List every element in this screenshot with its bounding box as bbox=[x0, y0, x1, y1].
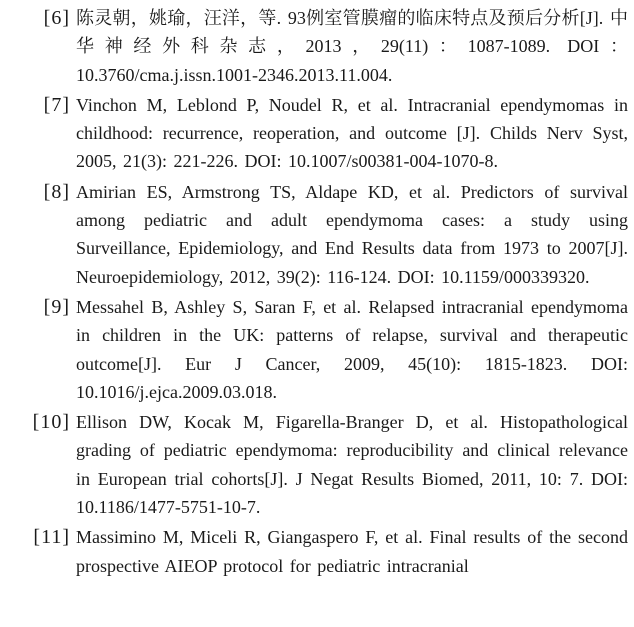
reference-item-10 bbox=[8, 408, 628, 521]
reference-text: Massimino M, Miceli R, Giangaspero F, et al. Final results of the second prospective AIEOP protocol for pediatric intracranial bbox=[76, 527, 628, 576]
reference-number: [8] bbox=[43, 180, 70, 203]
reference-list bbox=[8, 4, 628, 582]
reference-number: [11] bbox=[33, 526, 70, 549]
reference-item-7 bbox=[8, 91, 628, 176]
reference-item-11 bbox=[8, 523, 628, 580]
reference-item-6 bbox=[8, 4, 628, 89]
reference-text: Amirian ES, Armstrong TS, Aldape KD, et al. Predictors of survival among pediatric and adult ependymoma cases: a study using Surveillance, Epidemiology, and End Results data from 1973 to 2007[J]. Neuroepidemiology, 2012, 39(2): 116-124. DOI: 10.1159/000339320. bbox=[76, 181, 628, 287]
reference-number: [10] bbox=[32, 411, 70, 434]
reference-text: 陈灵朝，姚瑜，汪洋，等. 93例室管膜瘤的临床特点及预后分析[J]. 中华神经外科杂志，2013，29(11)：1087-1089. DOI：10.3760/cma.j.issn.1001-2346.2013.11.004. bbox=[76, 8, 628, 85]
reference-text: Messahel B, Ashley S, Saran F, et al. Relapsed intracranial ependymoma in children in the UK: patterns of relapse, survival and therapeutic outcome[J]. Eur J Cancer, 2009, 45(10): 1815-1823. DOI: 10.1016/j.ejca.2009.03.018. bbox=[76, 296, 628, 402]
reference-number: [9] bbox=[43, 295, 70, 318]
reference-number: [7] bbox=[43, 93, 70, 116]
reference-item-9 bbox=[8, 293, 628, 406]
reference-text: Vinchon M, Leblond P, Noudel R, et al. Intracranial ependymomas in childhood: recurrence, reoperation, and outcome [J]. Childs Nerv Syst, 2005, 21(3): 221-226. DOI: 10.1007/s00381-004-1070-8. bbox=[76, 94, 628, 172]
reference-text: Ellison DW, Kocak M, Figarella-Branger D, et al. Histopathological grading of pediatric ependymoma: reproducibility and clinical relevance in European trial cohorts[J]. J Negat Results Biomed, 2011, 10: 7. DOI: 10.1186/1477-5751-10-7. bbox=[76, 412, 628, 518]
reference-number: [6] bbox=[43, 7, 70, 29]
reference-item-8 bbox=[8, 178, 628, 291]
